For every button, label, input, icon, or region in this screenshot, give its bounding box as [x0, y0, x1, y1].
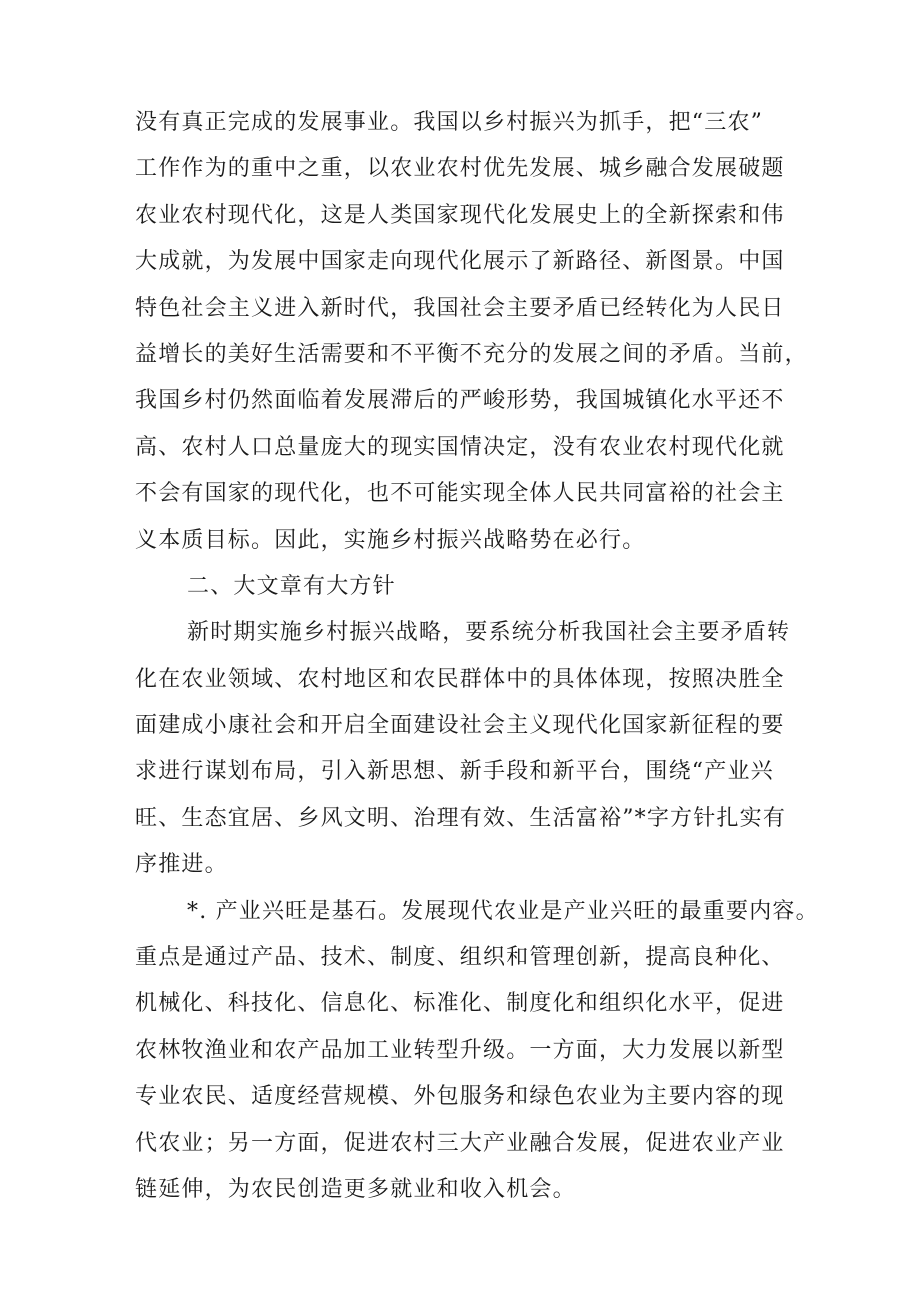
text-line: 二、大文章有大方针 — [187, 573, 396, 599]
text-line: 代农业；另一方面，促进农村三大产业融合发展，促进农业产业 — [135, 1130, 785, 1156]
text-line: 面建成小康社会和开启全面建设社会主义现代化国家新征程的要 — [135, 713, 785, 739]
text-line: 没有真正完成的发展事业。我国以乡村振兴为抓手，把“三农” — [135, 110, 764, 135]
text-line: 工作作为的重中之重，以农业农村优先发展、城乡融合发展破题 — [135, 156, 785, 182]
text-line: 链延伸，为农民创造更多就业和收入机会。 — [135, 1176, 576, 1202]
text-line: 高、农村人口总量庞大的现实国情决定，没有农业农村现代化就 — [135, 434, 785, 460]
text-line: 特色社会主义进入新时代，我国社会主要矛盾已经转化为人民日 — [135, 295, 785, 321]
text-line: 农林牧渔业和农产品加工业转型升级。一方面，大力发展以新型 — [135, 1037, 785, 1063]
text-line: 义本质目标。因此，实施乡村振兴战略势在必行。 — [135, 527, 646, 553]
text-line: 求进行谋划布局，引入新思想、新手段和新平台，围绕“产业兴 — [135, 759, 774, 785]
text-line: 不会有国家的现代化，也不可能实现全体人民共同富裕的社会主 — [135, 481, 785, 507]
document-body — [135, 100, 819, 1213]
text-line: 新时期实施乡村振兴战略，要系统分析我国社会主要矛盾转 — [187, 620, 791, 646]
text-line: 机械化、科技化、信息化、标准化、制度化和组织化水平，促进 — [135, 991, 785, 1017]
text-line: 农业农村现代化，这是人类国家现代化发展史上的全新探索和伟 — [135, 202, 785, 228]
text-line: 专业农民、适度经营规模、外包服务和绿色农业为主要内容的现 — [135, 1084, 785, 1110]
text-line: 大成就，为发展中国家走向现代化展示了新路径、新图景。中国 — [135, 249, 785, 275]
text-line: 重点是通过产品、技术、制度、组织和管理创新，提高良种化、 — [135, 945, 785, 971]
text-line: 化在农业领域、农村地区和农民群体中的具体体现，按照决胜全 — [135, 666, 785, 692]
text-line: *. 产业兴旺是基石。发展现代农业是产业兴旺的最重要内容。 — [187, 898, 819, 924]
text-line: 旺、生态宜居、乡风文明、治理有效、生活富裕”*字方针扎实有 — [135, 805, 787, 831]
text-line: 我国乡村仍然面临着发展滞后的严峻形势，我国城镇化水平还不 — [135, 388, 785, 414]
text-line: 益增长的美好生活需要和不平衡不充分的发展之间的矛盾。当前， — [135, 341, 808, 367]
text-line: 序推进。 — [135, 852, 228, 878]
